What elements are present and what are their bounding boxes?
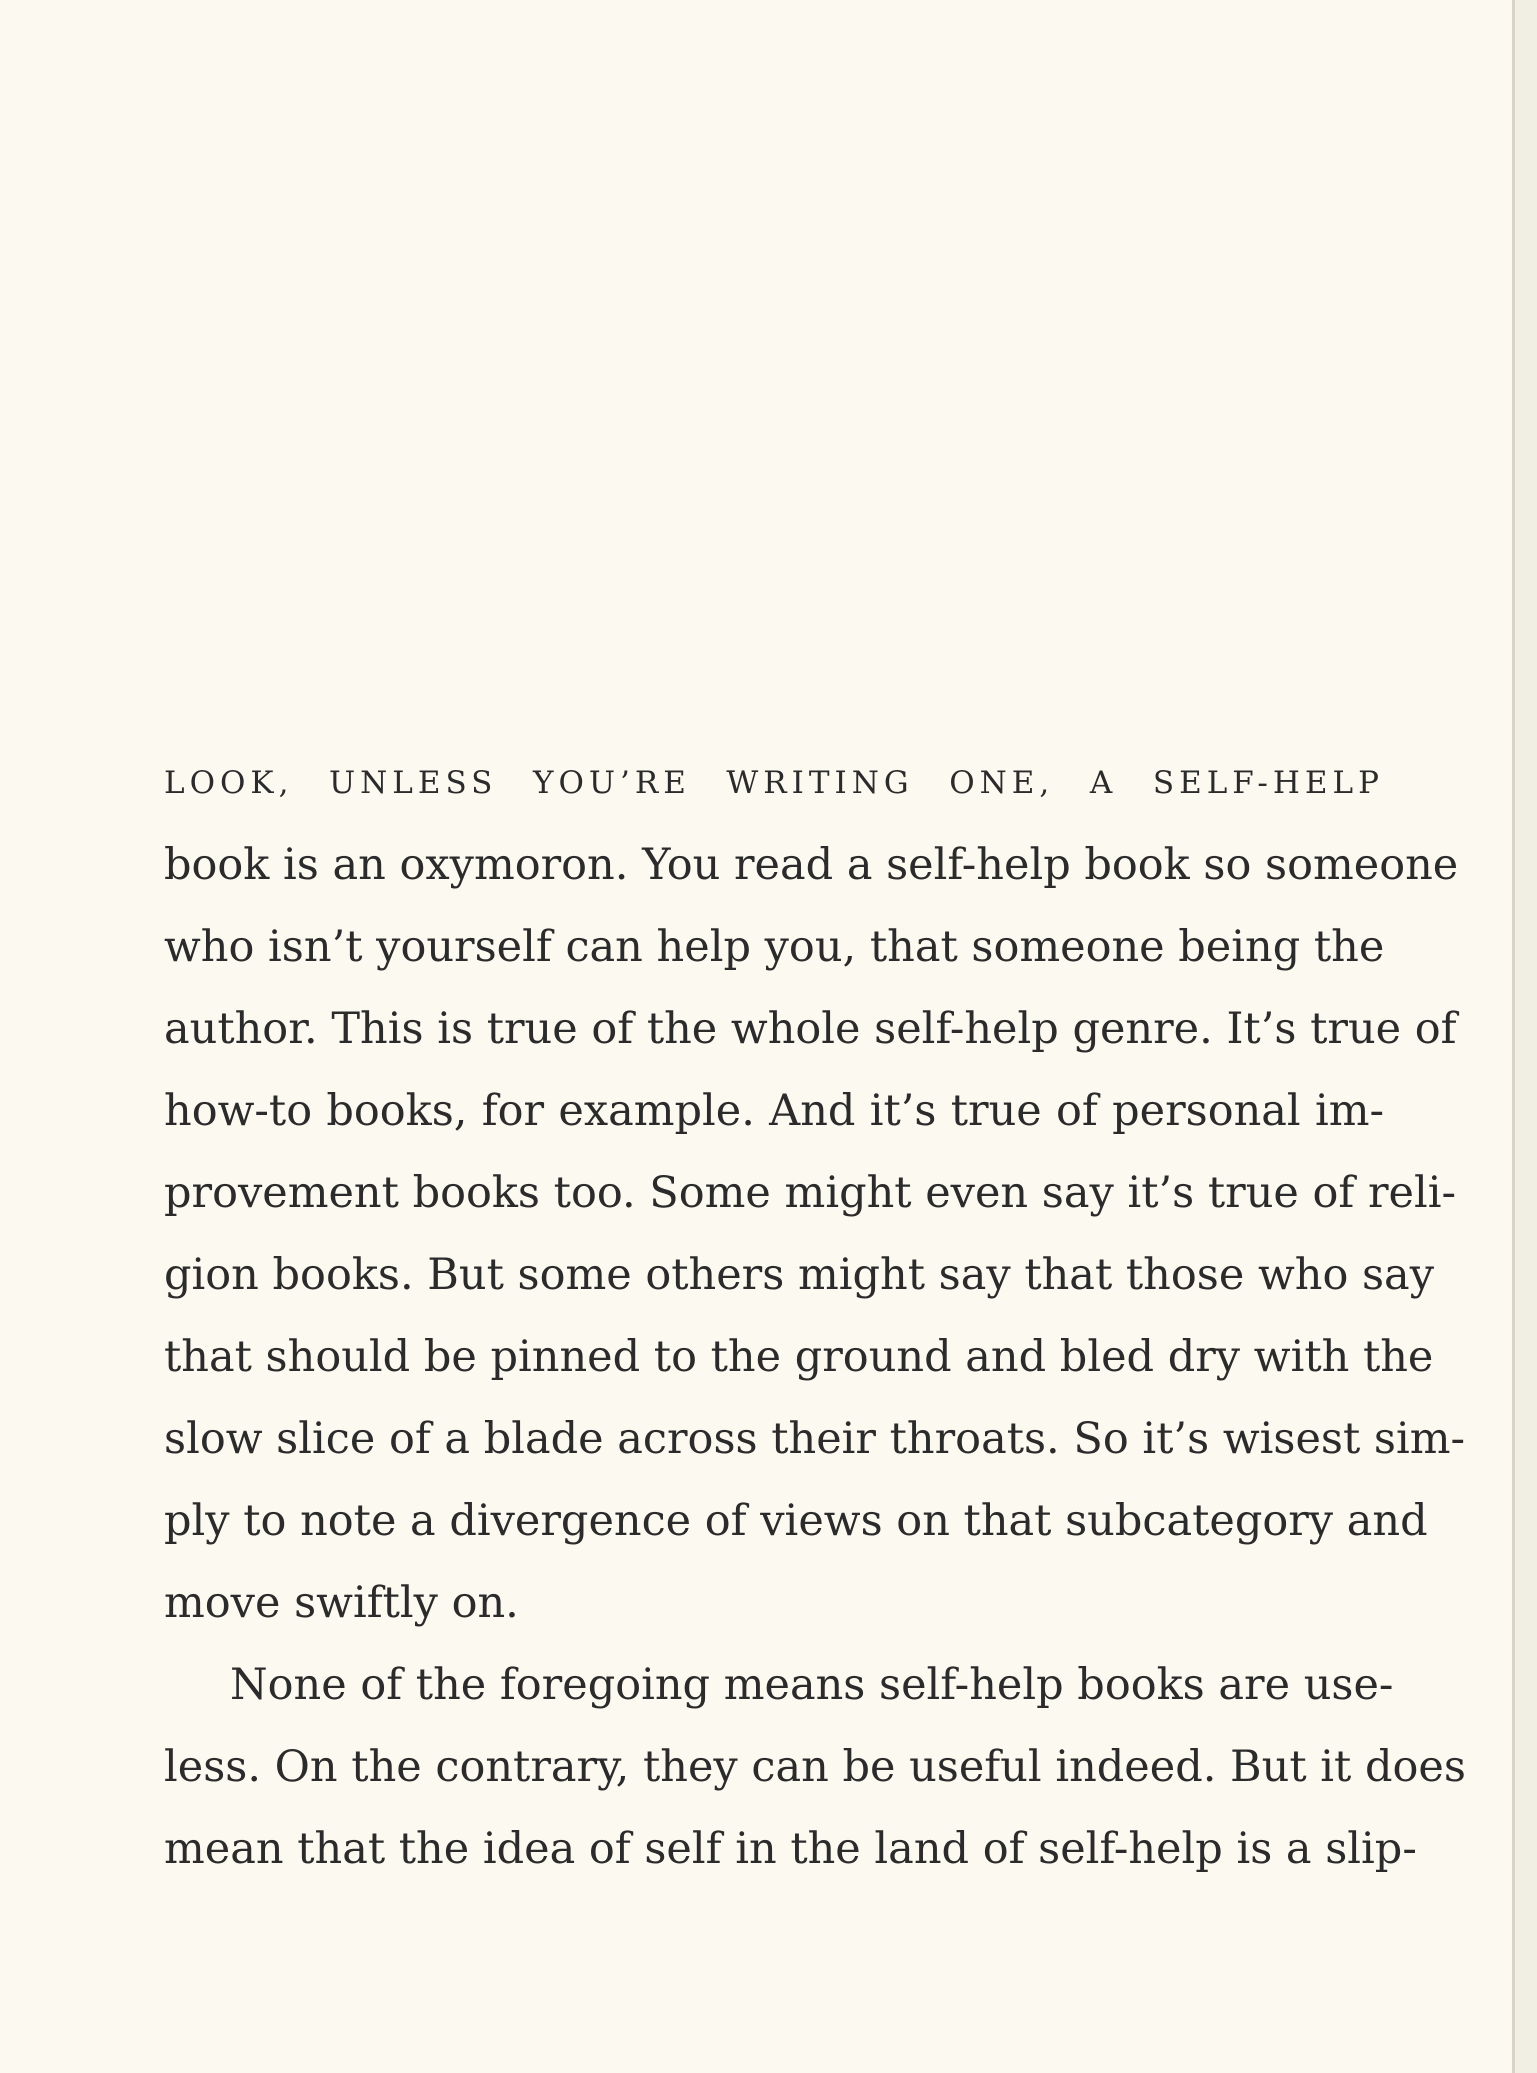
text-line: ply to note a divergence of views on that subcategory and: [164, 1496, 1428, 1546]
paragraph-start-line: None of the foregoing means self-help books are use-: [230, 1660, 1394, 1710]
opening-line: LOOK, UNLESS YOU’RE WRITING ONE, A SELF-HELP: [164, 765, 1384, 801]
text-line: less. On the contrary, they can be useful indeed. But it does: [164, 1742, 1466, 1792]
text-line: provement books too. Some might even say it’s true of reli-: [164, 1168, 1457, 1218]
text-line: gion books. But some others might say that those who say: [164, 1250, 1434, 1300]
text-line: move swiftly on.: [164, 1578, 519, 1628]
text-line: that should be pinned to the ground and bled dry with the: [164, 1332, 1434, 1382]
text-line: slow slice of a blade across their throats. So it’s wisest sim-: [164, 1414, 1466, 1464]
body-text: [164, 742, 1466, 1890]
text-line: who isn’t yourself can help you, that someone being the: [164, 922, 1385, 972]
text-line: how-to books, for example. And it’s true of personal im-: [164, 1086, 1384, 1136]
text-line: book is an oxymoron. You read a self-help book so someone: [164, 840, 1459, 890]
text-line: mean that the idea of self in the land of self-help is a slip-: [164, 1824, 1417, 1874]
next-page-margin: [1515, 0, 1537, 2073]
text-line: author. This is true of the whole self-help genre. It’s true of: [164, 1004, 1457, 1054]
